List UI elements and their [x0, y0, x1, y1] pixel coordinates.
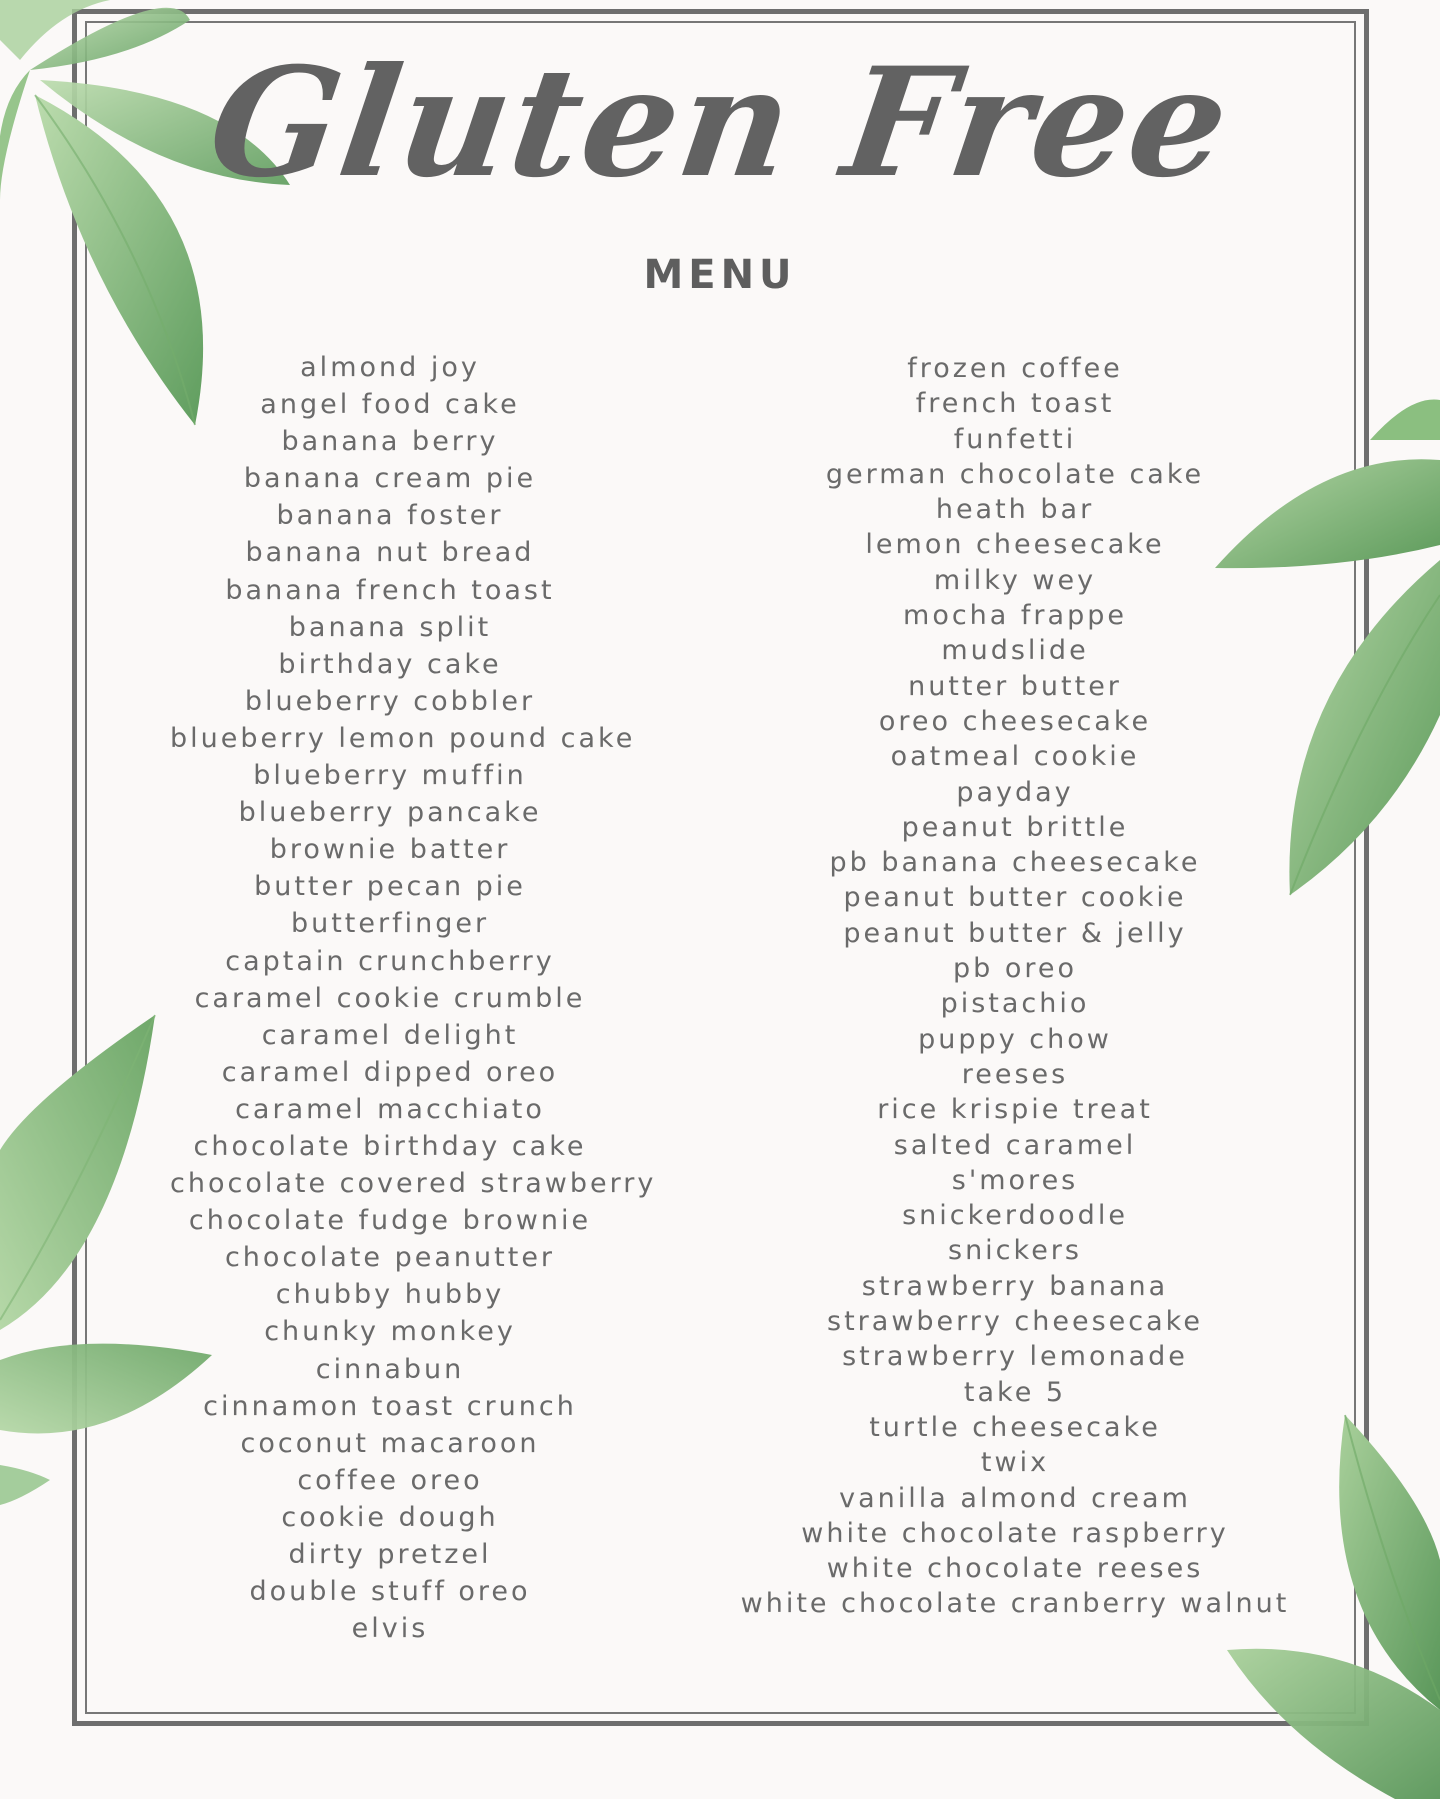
menu-item: white chocolate raspberry: [801, 1517, 1229, 1549]
menu-item: banana foster: [276, 500, 504, 532]
menu-item: french toast: [915, 388, 1115, 420]
menu-item: oreo cheesecake: [878, 705, 1152, 737]
menu-item: almond joy: [300, 352, 480, 383]
menu-item: funfetti: [953, 423, 1077, 455]
menu-item: white chocolate cranberry walnut: [740, 1588, 1290, 1620]
menu-item: heath bar: [935, 494, 1095, 526]
menu-item: strawberry lemonade: [842, 1341, 1188, 1373]
leaf-icon: [0, 1465, 50, 1505]
menu-item: elvis: [351, 1613, 429, 1645]
menu-item: peanut brittle: [901, 811, 1129, 843]
menu-item: cookie dough: [281, 1501, 499, 1533]
menu-item: captain crunchberry: [225, 945, 555, 977]
menu-item: strawberry cheesecake: [827, 1306, 1203, 1338]
menu-right-column: [735, 351, 1295, 1622]
menu-item: pb oreo: [952, 953, 1078, 985]
menu-item: butterfinger: [290, 908, 490, 940]
menu-item: caramel dipped oreo: [221, 1056, 559, 1088]
menu-item: salted caramel: [893, 1129, 1137, 1161]
menu-item: angel food cake: [260, 389, 520, 421]
menu-item: chocolate fudge brownie: [188, 1205, 592, 1237]
menu-item: chubby hubby: [275, 1279, 505, 1311]
menu-item: turtle cheesecake: [869, 1411, 1161, 1443]
menu-item: milky wey: [933, 564, 1097, 596]
menu-item: banana split: [288, 611, 492, 643]
leaf-icon: [1370, 400, 1440, 441]
menu-item: banana cream pie: [243, 463, 537, 495]
menu-item: blueberry pancake: [238, 797, 542, 829]
menu-item: banana nut bread: [245, 537, 535, 569]
menu-item: twix: [980, 1447, 1050, 1479]
menu-item: chunky monkey: [264, 1316, 516, 1348]
menu-item: cinnabun: [315, 1353, 465, 1385]
menu-subtitle: MENU: [643, 252, 797, 298]
menu-item: vanilla almond cream: [839, 1482, 1191, 1514]
menu-item: frozen coffee: [907, 353, 1123, 384]
menu-item: nutter butter: [908, 670, 1122, 702]
menu-item: peanut butter & jelly: [843, 917, 1187, 949]
menu-item: blueberry cobbler: [244, 685, 536, 717]
menu-item: blueberry muffin: [253, 760, 527, 792]
menu-item: peanut butter cookie: [843, 882, 1187, 914]
menu-item: caramel cookie crumble: [194, 982, 586, 1014]
menu-item: blueberry lemon pound cake: [170, 722, 636, 754]
menu-item: birthday cake: [278, 648, 502, 680]
menu-item: payday: [956, 776, 1074, 808]
menu-item: white chocolate reeses: [826, 1553, 1204, 1585]
menu-item: rice krispie treat: [877, 1094, 1153, 1126]
menu-item: snickerdoodle: [902, 1200, 1128, 1232]
menu-title: Gluten Free: [199, 35, 1241, 211]
menu-item: take 5: [963, 1376, 1067, 1408]
menu-item: mudslide: [941, 635, 1089, 667]
menu-item: brownie batter: [269, 834, 511, 866]
menu-item: coconut macaroon: [240, 1427, 540, 1459]
menu-item: lemon cheesecake: [865, 529, 1165, 561]
menu-item: coffee oreo: [297, 1464, 483, 1496]
menu-item: strawberry banana: [861, 1270, 1169, 1302]
menu-left-column: [170, 349, 657, 1647]
menu-item: banana french toast: [225, 574, 555, 606]
menu-item: chocolate covered strawberry: [170, 1168, 657, 1200]
menu-item: chocolate birthday cake: [193, 1130, 587, 1162]
menu-item: butter pecan pie: [254, 871, 526, 903]
menu-item: german chocolate cake: [825, 458, 1205, 490]
menu-item: puppy chow: [918, 1023, 1112, 1055]
menu-item: caramel delight: [261, 1019, 519, 1051]
menu-item: cinnamon toast crunch: [203, 1390, 577, 1422]
menu-item: banana berry: [281, 426, 499, 458]
menu-item: mocha frappe: [903, 600, 1127, 632]
menu-item: pistachio: [940, 988, 1090, 1020]
menu-item: oatmeal cookie: [890, 741, 1140, 773]
menu-item: dirty pretzel: [288, 1539, 492, 1570]
menu-item: reeses: [961, 1058, 1069, 1090]
menu-item: snickers: [948, 1235, 1082, 1267]
menu-item: chocolate peanutter: [224, 1242, 556, 1274]
menu-item: s'mores: [951, 1164, 1079, 1196]
menu-item: caramel macchiato: [235, 1093, 545, 1125]
menu-item: double stuff oreo: [249, 1576, 531, 1608]
menu-item: pb banana cheesecake: [829, 847, 1201, 879]
